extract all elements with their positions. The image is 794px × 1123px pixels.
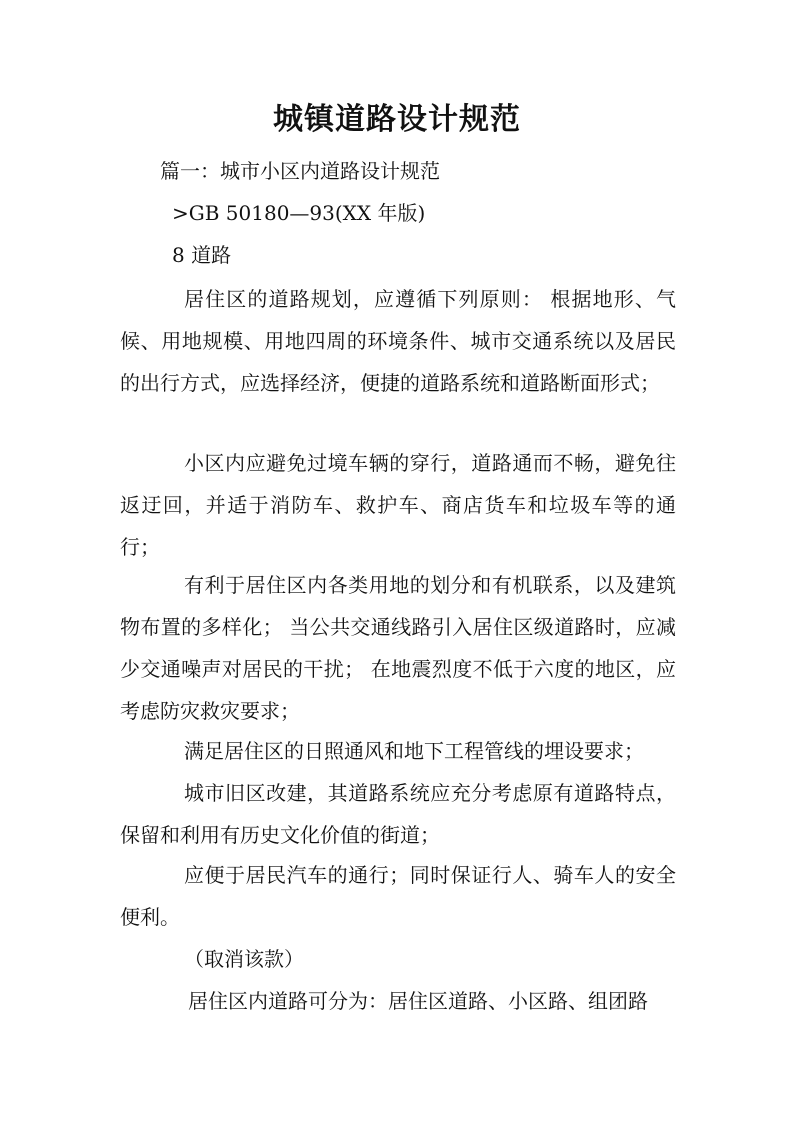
paragraph-vehicles: 应便于居民汽车的通行；同时保证行人、骑车人的安全便利。 (120, 863, 676, 929)
standard-reference: >GB 50180—93(XX 年版) (172, 201, 426, 225)
cancelled-note: （取消该款） (184, 947, 304, 971)
paragraph-principles: 居住区的道路规划，应遵循下列原则： 根据地形、气候、用地规模、用地四周的环境条件、城市交通系统以及居民的出行方式，应选择经济，便捷的道路系统和道路断面形式； (120, 287, 676, 395)
document-title: 城镇道路设计规范 (273, 102, 521, 137)
paragraph-sunlight: 满足居住区的日照通风和地下工程管线的埋设要求； (184, 739, 644, 763)
road-classification-line: 居住区内道路可分为：居住区道路、小区路、组团路 (188, 989, 648, 1013)
article-heading: 篇一：城市小区内道路设计规范 (160, 159, 440, 183)
paragraph-renovation: 城市旧区改建，其道路系统应充分考虑原有道路特点，保留和利用有历史文化价值的街道； (120, 781, 676, 847)
paragraph-traffic: 小区内应避免过境车辆的穿行，道路通而不畅，避免往返迂回，并适于消防车、救护车、商店货车和垃圾车等的通行； (120, 451, 676, 559)
section-heading: 8 道路 (172, 243, 232, 267)
paragraph-land-use: 有利于居住区内各类用地的划分和有机联系，以及建筑物布置的多样化； 当公共交通线路引入居住区级道路时，应减少交通噪声对居民的干扰； 在地震烈度不低于六度的地区，应考虑防灾救灾要求； (120, 573, 676, 723)
